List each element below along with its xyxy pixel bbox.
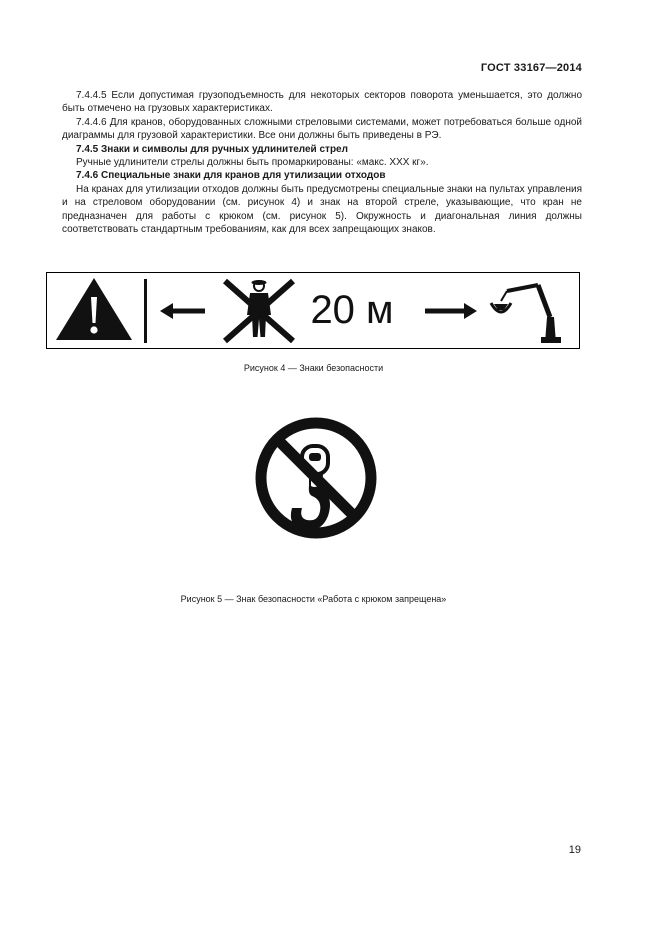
document-id: ГОСТ 33167—2014 [480,62,582,74]
figure-4-safety-signs [46,272,580,349]
heading-7-4-6: 7.4.6 Специальные знаки для кранов для утилизации отходов [76,170,386,182]
paragraph-extensions: Ручные удлинители стрелы должны быть промаркированы: «макс. XXX кг». [76,157,429,169]
arrow-left-icon [160,303,205,319]
heading-7-4-5: 7.4.5 Знаки и символы для ручных удлинителей стрел [76,143,348,155]
figure-5-caption: Рисунок 5 — Знак безопасности «Работа с крюком запрещена» [180,594,447,604]
distance-label: 20 м [310,288,394,332]
paragraph-7-4-4-6: 7.4.4.6 Для кранов, оборудованных сложными стреловыми системами, может потребоваться больше одной диаграммы для грузовой характеристики. Все они должны быть приведены в РЭ. [62,116,582,142]
figure-4-caption: Рисунок 4 — Знаки безопасности [243,363,384,373]
paragraph-waste-cranes: На кранах для утилизации отходов должны быть предусмотрены специальные знаки на пультах управления и на стреловом оборудовании (см. рисунок 4) и знак на второй стреле, указывающие, что кран не предназначен для работы с крюком (см. рисунок 5). Окружность и диагональная линия должны соответствовать стандартным требованиям, как для всех запрещающих знаков. [62,183,582,236]
page-number: 19 [568,844,581,856]
arrow-right-icon [425,303,477,319]
warning-triangle-icon [56,278,132,340]
paragraph-7-4-4-5: 7.4.4.5 Если допустимая грузоподъемность для некоторых секторов поворота уменьшается, это должно быть отмечено на грузовых характеристиках. [62,90,582,115]
no-hook-prohibition-icon [254,416,378,540]
crane-grab-icon [491,285,561,343]
body-text [62,89,582,236]
divider [144,279,147,343]
crossed-person-icon [225,280,293,341]
